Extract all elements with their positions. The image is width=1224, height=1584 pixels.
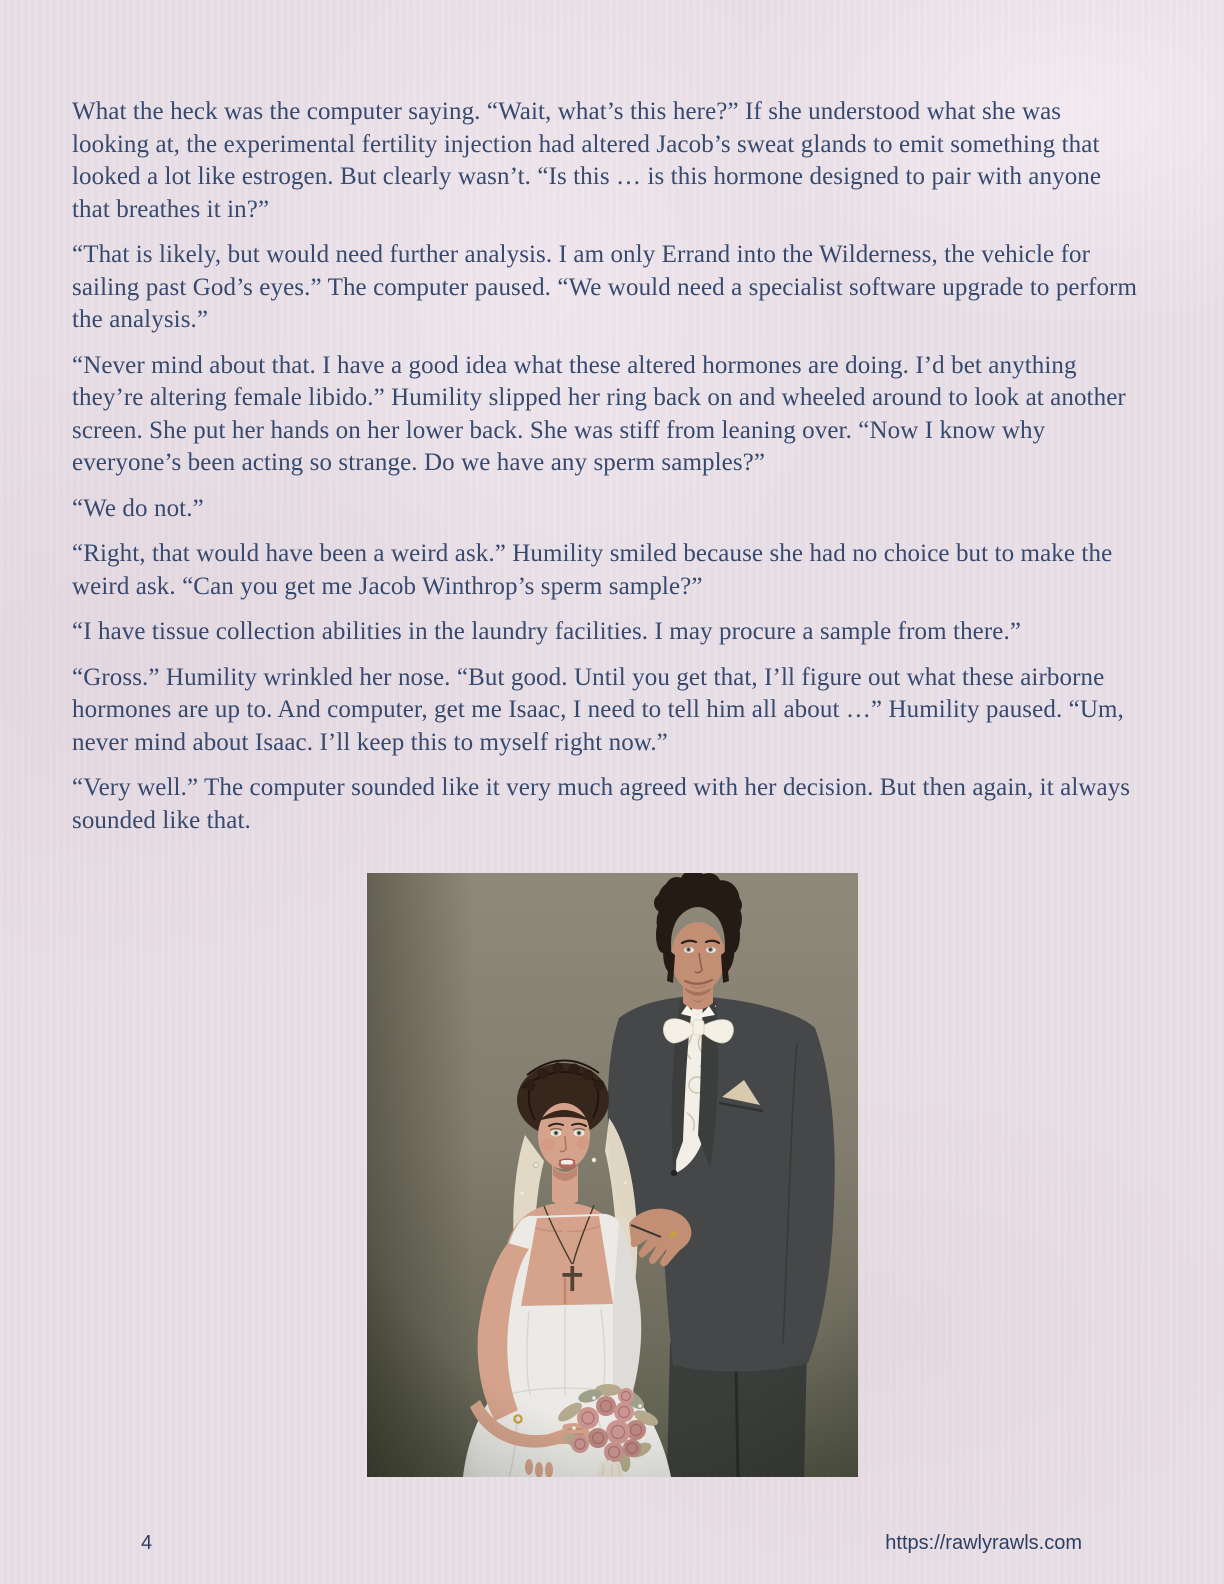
story-paragraph: “Gross.” Humility wrinkled her nose. “But good. Until you get that, I’ll figure out what these airborne hormones are up to. And computer, get me Isaac, I need to tell him all about …” Humility paused. “Um, never mind about Isaac. I’ll keep this to myself right now.” (72, 663, 1124, 756)
page-footer (0, 1530, 1224, 1564)
story-paragraph: “Very well.” The computer sounded like it very much agreed with her decision. But then again, it always sounded like that. (72, 774, 1131, 834)
site-url-link[interactable]: https://rawlyrawls.com (885, 1532, 1082, 1554)
wedding-photo (367, 873, 858, 1477)
story-paragraph: “That is likely, but would need further analysis. I am only Errand into the Wilderness, the vehicle for sailing past God’s eyes.” The computer paused. “We would need a specialist software upgrade to perform the analysis.” (72, 241, 1138, 333)
story-paragraph: “We do not.” (72, 494, 204, 522)
photo-vignette (367, 873, 858, 1477)
story-paragraph: What the heck was the computer saying. “Wait, what’s this here?” If she understood what she was looking at, the experimental fertility injection had altered Jacob’s sweat glands to emit something that looked a lot like estrogen. But clearly wasn’t. “Is this … is this hormone designed to pair with anyone that breathes it in?” (72, 98, 1102, 223)
story-paragraph: “I have tissue collection abilities in the laundry facilities. I may procure a sample from there.” (72, 618, 1022, 645)
page-number: 4 (141, 1532, 153, 1554)
story-text (72, 96, 1144, 850)
story-paragraph: “Never mind about that. I have a good idea what these altered hormones are doing. I’d bet anything they’re altering female libido.” Humility slipped her ring back on and wheeled around to look at another screen. She put her hands on her lower back. She was stiff from leaning over. “Now I know why everyone’s been acting so strange. Do we have any sperm samples?” (72, 351, 1126, 476)
story-paragraph: “Right, that would have been a weird ask.” Humility smiled because she had no choice but to make the weird ask. “Can you get me Jacob Winthrop’s sperm sample?” (72, 540, 1113, 600)
